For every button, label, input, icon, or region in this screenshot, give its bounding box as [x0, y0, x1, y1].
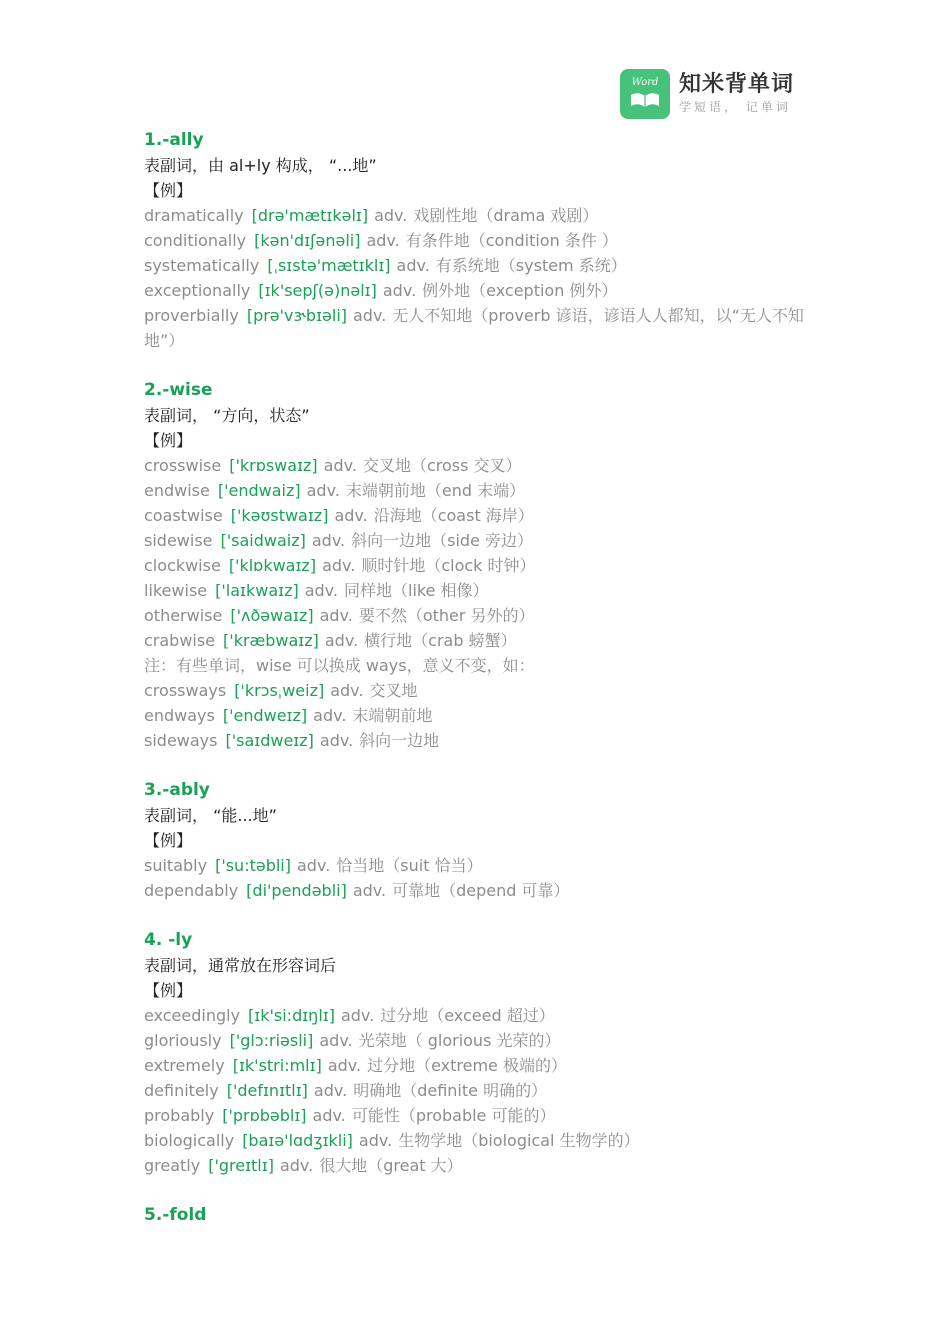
- word-entry: [144, 603, 809, 628]
- book-icon: [620, 69, 670, 119]
- suffix-section: [144, 1203, 809, 1228]
- entry-phonetic: [drə'mætɪkəlɪ]: [251, 206, 369, 225]
- entry-phonetic: [ɪk'sepʃ(ə)nəlɪ]: [258, 281, 377, 300]
- entry-pos: adv.: [297, 856, 331, 875]
- entry-pos: adv.: [279, 1156, 314, 1175]
- entry-phonetic: ['su:təbli]: [215, 856, 291, 875]
- suffix-section: [144, 778, 809, 903]
- entry-phonetic: ['krɔsˌweiz]: [234, 681, 325, 700]
- entry-pos: adv.: [312, 1106, 346, 1125]
- entry-word: greatly: [144, 1156, 201, 1175]
- entry-meaning: 可能性（probable 可能的）: [351, 1106, 556, 1125]
- word-entry: [144, 478, 809, 503]
- entry-meaning: 过分地（exceed 超过）: [380, 1006, 555, 1025]
- word-entry: [144, 1078, 809, 1103]
- entry-pos: adv.: [319, 606, 353, 625]
- entry-phonetic: [baɪə'lɑdʒɪkli]: [242, 1131, 353, 1150]
- entry-meaning: 有条件地（condition 条件 ）: [405, 231, 618, 250]
- section-description: 表副词， “能...地”: [144, 806, 277, 825]
- entry-phonetic: ['saɪdweɪz]: [225, 731, 314, 750]
- entry-meaning: 戏剧性地（drama 戏剧）: [413, 206, 599, 225]
- logo-slogan: 学短语， 记单词: [679, 100, 791, 114]
- entry-word: definitely: [144, 1081, 219, 1100]
- entry-meaning: 交叉地（cross 交叉）: [362, 456, 522, 475]
- suffix-section: [144, 928, 809, 1178]
- section-heading: 1.-ally: [144, 130, 204, 150]
- entry-meaning: 交叉地: [369, 681, 418, 700]
- entry-pos: adv.: [396, 256, 430, 275]
- entry-meaning: 例外地（exception 例外）: [422, 281, 618, 300]
- suffix-section: [144, 378, 809, 753]
- entry-phonetic: ['laɪkwaɪz]: [215, 581, 299, 600]
- word-entry: [144, 1128, 809, 1153]
- word-entry: [144, 1003, 809, 1028]
- entry-pos: adv.: [340, 1006, 375, 1025]
- word-entry: [144, 553, 809, 578]
- word-entry: [144, 1103, 809, 1128]
- section-note: 注：有些单词，wise 可以换成 ways，意义不变，如：: [144, 656, 535, 675]
- entry-word: conditionally: [144, 231, 247, 250]
- entry-meaning: 斜向一边地: [359, 731, 440, 750]
- entry-pos: adv.: [322, 556, 356, 575]
- entry-word: crossways: [144, 681, 227, 700]
- entry-pos: adv.: [327, 1056, 362, 1075]
- entry-pos: adv.: [366, 231, 400, 250]
- entry-phonetic: ['kræbwaɪz]: [223, 631, 319, 650]
- entry-pos: adv.: [313, 706, 347, 725]
- entry-word: exceedingly: [144, 1006, 241, 1025]
- entry-word: crabwise: [144, 631, 216, 650]
- entry-word: gloriously: [144, 1031, 222, 1050]
- entry-meaning: 生物学地（biological 生物学的）: [398, 1131, 640, 1150]
- entry-phonetic: ['endwaiz]: [217, 481, 301, 500]
- entry-meaning: 顺时针地（clock 时钟）: [361, 556, 536, 575]
- entry-pos: adv.: [319, 731, 354, 750]
- entry-word: probably: [144, 1106, 215, 1125]
- document-body: [144, 128, 809, 1253]
- entry-meaning: 斜向一边地（side 旁边）: [351, 531, 534, 550]
- entry-phonetic: ['krɒswaɪz]: [229, 456, 318, 475]
- section-heading: 5.-fold: [144, 1205, 207, 1225]
- entry-word: dramatically: [144, 206, 244, 225]
- entry-pos: adv.: [334, 506, 368, 525]
- logo-mark-text: Word: [631, 77, 659, 88]
- word-entry: [144, 528, 809, 553]
- word-entry: [144, 253, 809, 278]
- entry-pos: adv.: [330, 681, 364, 700]
- entry-meaning: 有系统地（system 系统）: [435, 256, 627, 275]
- brand-logo: [620, 68, 794, 120]
- entry-meaning: 要不然（other 另外的）: [358, 606, 535, 625]
- entry-phonetic: [ɪk'stri:mlɪ]: [232, 1056, 322, 1075]
- word-entry: [144, 1028, 809, 1053]
- word-entry: [144, 228, 809, 253]
- entry-pos: adv.: [352, 881, 387, 900]
- entry-phonetic: ['prɒbəblɪ]: [222, 1106, 307, 1125]
- section-heading: 3.-ably: [144, 780, 210, 800]
- entry-phonetic: [di'pendəbli]: [246, 881, 347, 900]
- entry-pos: adv.: [319, 1031, 353, 1050]
- entry-word: likewise: [144, 581, 208, 600]
- word-entry: [144, 1053, 809, 1078]
- section-heading: 2.-wise: [144, 380, 213, 400]
- suffix-section: [144, 128, 809, 353]
- entry-phonetic: ['saidwaiz]: [220, 531, 306, 550]
- entry-word: endways: [144, 706, 215, 725]
- entry-phonetic: [ɪk'si:dɪŋlɪ]: [248, 1006, 335, 1025]
- section-description: 表副词，通常放在形容词后: [144, 956, 337, 975]
- entry-phonetic: ['greɪtlɪ]: [208, 1156, 274, 1175]
- entry-word: clockwise: [144, 556, 221, 575]
- entry-pos: adv.: [358, 1131, 393, 1150]
- entry-phonetic: ['ʌðəwaɪz]: [230, 606, 314, 625]
- word-entry: [144, 703, 809, 728]
- section-heading: 4. -ly: [144, 930, 193, 950]
- entry-word: coastwise: [144, 506, 223, 525]
- entry-word: biologically: [144, 1131, 235, 1150]
- entry-pos: adv.: [304, 581, 338, 600]
- entry-meaning: 可靠地（depend 可靠）: [392, 881, 570, 900]
- section-description: 表副词，由 al+ly 构成， “...地”: [144, 156, 377, 175]
- example-label: 【例】: [144, 831, 193, 850]
- entry-meaning: 过分地（extreme 极端的）: [367, 1056, 567, 1075]
- entry-word: systematically: [144, 256, 260, 275]
- entry-pos: adv.: [313, 1081, 348, 1100]
- logo-title: 知米背单词: [679, 72, 795, 97]
- example-label: 【例】: [144, 181, 193, 200]
- entry-meaning: 明确地（definite 明确的）: [353, 1081, 548, 1100]
- word-entry: [144, 878, 809, 903]
- entry-meaning: 很大地（great 大）: [319, 1156, 463, 1175]
- example-label: 【例】: [144, 431, 193, 450]
- word-entry: [144, 578, 809, 603]
- entry-meaning: 无人不知地（proverb 谚语，谚语人人都知，以“无人不知地”）: [144, 306, 804, 350]
- entry-meaning: 光荣地（ glorious 光荣的）: [358, 1031, 561, 1050]
- word-entry: [144, 853, 809, 878]
- entry-meaning: 沿海地（coast 海岸）: [373, 506, 534, 525]
- entry-phonetic: ['kəʊstwaɪz]: [230, 506, 329, 525]
- entry-pos: adv.: [382, 281, 417, 300]
- entry-meaning: 同样地（like 相像）: [344, 581, 489, 600]
- entry-pos: adv.: [353, 306, 387, 325]
- word-entry: [144, 453, 809, 478]
- entry-phonetic: ['klɒkwaɪz]: [228, 556, 317, 575]
- entry-word: sidewise: [144, 531, 213, 550]
- entry-word: crosswise: [144, 456, 222, 475]
- entry-pos: adv.: [306, 481, 340, 500]
- entry-phonetic: [kən'dɪʃənəli]: [254, 231, 361, 250]
- word-entry: [144, 1153, 809, 1178]
- entry-phonetic: ['glɔ:riəsli]: [229, 1031, 314, 1050]
- entry-meaning: 恰当地（suit 恰当）: [336, 856, 483, 875]
- entry-word: sideways: [144, 731, 218, 750]
- entry-phonetic: [prə'vɝbɪəli]: [246, 306, 347, 325]
- entry-pos: adv.: [311, 531, 346, 550]
- word-entry: [144, 628, 809, 653]
- entry-word: endwise: [144, 481, 210, 500]
- entry-meaning: 末端朝前地: [352, 706, 433, 725]
- entry-meaning: 末端朝前地（end 末端）: [345, 481, 526, 500]
- entry-word: suitably: [144, 856, 208, 875]
- entry-word: dependably: [144, 881, 239, 900]
- entry-phonetic: [ˌsɪstə'mætɪklɪ]: [267, 256, 391, 275]
- entry-phonetic: ['endweɪz]: [222, 706, 308, 725]
- word-entry: [144, 303, 809, 353]
- entry-word: exceptionally: [144, 281, 251, 300]
- word-entry: [144, 728, 809, 753]
- example-label: 【例】: [144, 981, 193, 1000]
- word-entry: [144, 678, 809, 703]
- entry-pos: adv.: [323, 456, 357, 475]
- entry-phonetic: ['defɪnɪtlɪ]: [226, 1081, 308, 1100]
- word-entry: [144, 503, 809, 528]
- entry-word: proverbially: [144, 306, 239, 325]
- section-description: 表副词， “方向，状态”: [144, 406, 310, 425]
- entry-pos: adv.: [324, 631, 359, 650]
- word-entry: [144, 278, 809, 303]
- word-entry: [144, 203, 809, 228]
- entry-word: extremely: [144, 1056, 225, 1075]
- entry-meaning: 横行地（crab 螃蟹）: [364, 631, 517, 650]
- entry-word: otherwise: [144, 606, 223, 625]
- entry-pos: adv.: [374, 206, 408, 225]
